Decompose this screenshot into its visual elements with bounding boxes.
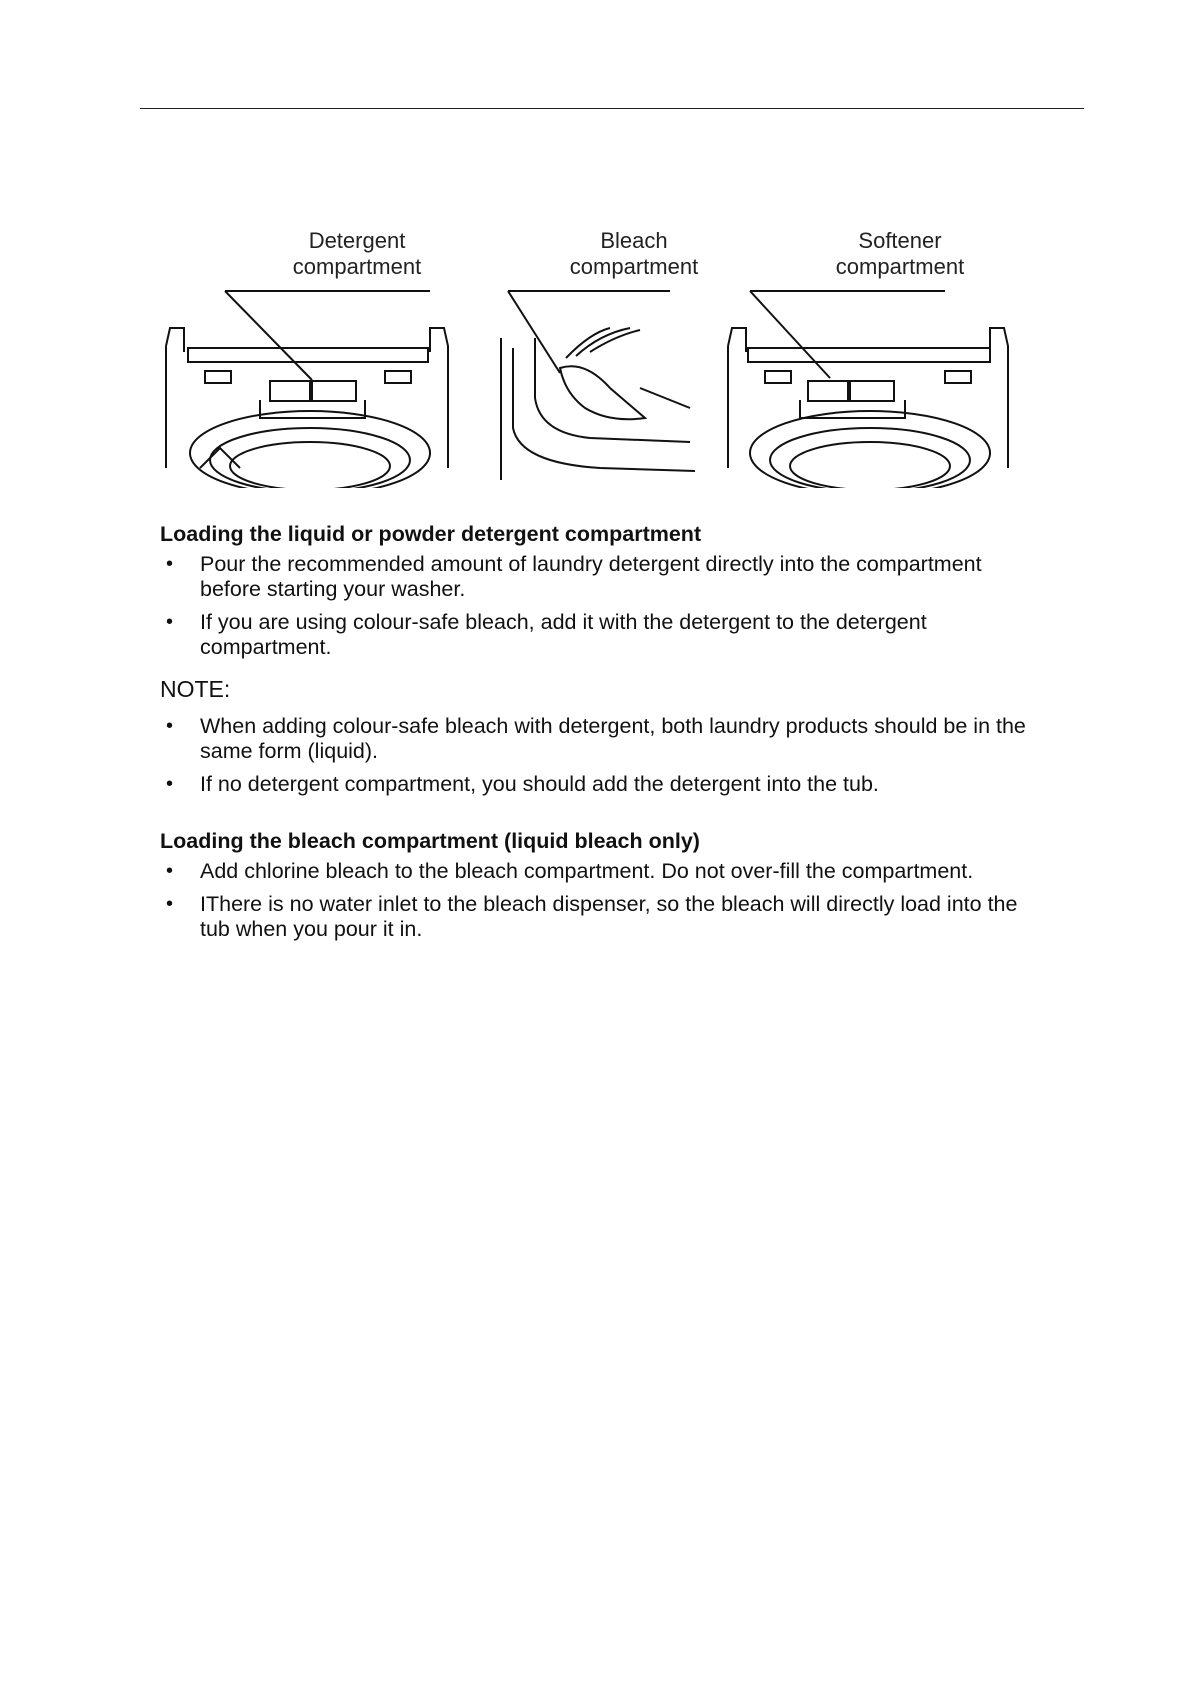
bullet-icon: • bbox=[166, 553, 174, 575]
list-item: • When adding colour-safe bleach with detergent, both laundry products should be in the same form (liquid). bbox=[166, 714, 1026, 763]
section-heading-detergent: Loading the liquid or powder detergent compartment bbox=[160, 522, 702, 546]
washer-panel-softener bbox=[728, 291, 1008, 488]
dispenser-figure bbox=[140, 228, 1040, 488]
dispenser-illustration bbox=[140, 228, 1040, 488]
list-item: • If you are using colour-safe bleach, add it with the detergent to the detergent compartment. bbox=[166, 610, 927, 659]
caption-bleach: Bleach compartment bbox=[569, 228, 699, 279]
list-item: • Add chlorine bleach to the bleach compartment. Do not over-fill the compartment. bbox=[166, 859, 974, 883]
note-title: NOTE: bbox=[160, 676, 231, 702]
washer-panel-detergent bbox=[166, 291, 448, 488]
caption-softener: Softener compartment bbox=[835, 228, 965, 279]
bullet-icon: • bbox=[166, 715, 174, 737]
instructions bbox=[160, 520, 1040, 950]
bullet-icon: • bbox=[166, 860, 174, 882]
bullet-icon: • bbox=[166, 773, 174, 795]
detergent-list bbox=[160, 552, 1040, 660]
header-rule bbox=[140, 108, 1084, 109]
washer-panel-bleach bbox=[501, 291, 695, 480]
list-item: • If no detergent compartment, you should add the detergent into the tub. bbox=[166, 772, 879, 796]
section-heading-bleach: Loading the bleach compartment (liquid bleach only) bbox=[160, 829, 700, 853]
list-item: • Pour the recommended amount of laundry detergent directly into the compartment before starting your washer. bbox=[166, 552, 982, 601]
bullet-icon: • bbox=[166, 893, 174, 915]
bleach-list bbox=[160, 859, 1040, 942]
list-item: • IThere is no water inlet to the bleach dispenser, so the bleach will directly load into the tub when you pour it in. bbox=[166, 892, 1018, 941]
bullet-icon: • bbox=[166, 611, 174, 633]
bleach-section bbox=[160, 827, 1040, 942]
note-list bbox=[160, 714, 1040, 797]
caption-detergent: Detergent compartment bbox=[292, 228, 422, 279]
